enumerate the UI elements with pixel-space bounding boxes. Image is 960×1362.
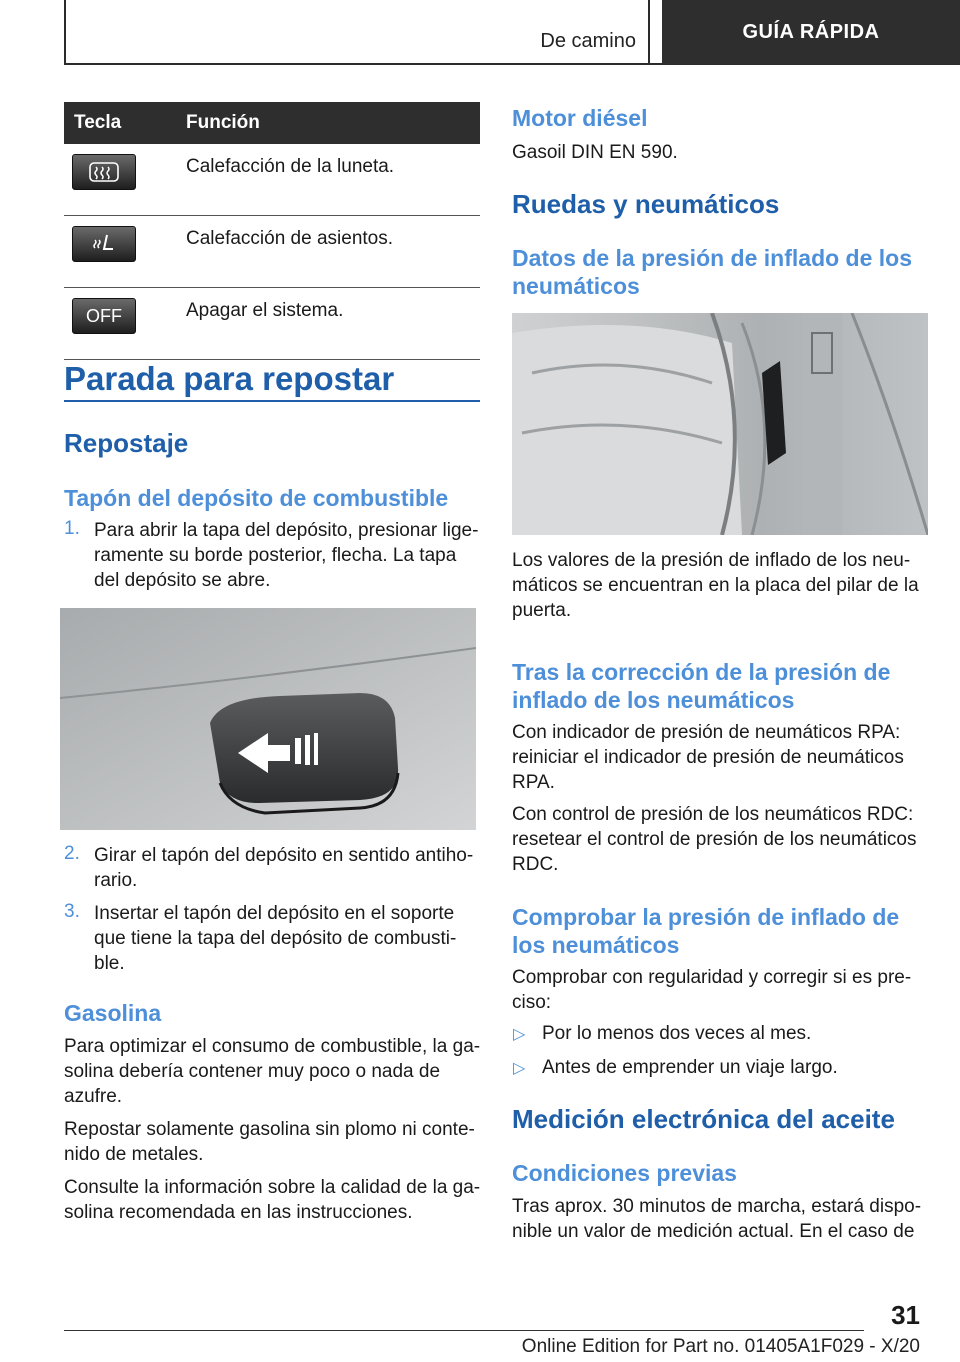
petrol-paragraph-2: Repostar solamente gasolina sin plomo ni conte- nido de metales. <box>64 1119 475 1165</box>
heading-fuel-cap: Tapón del depósito de combustible <box>64 485 449 511</box>
table-header-key: Tecla <box>64 102 186 144</box>
heading-diesel: Motor diésel <box>512 105 648 131</box>
heading-check-pressure: Comprobar la presión de inflado de los neumáticos <box>512 904 900 958</box>
heading-petrol: Gasolina <box>64 1000 162 1026</box>
bullet-triangle-icon: ▷ <box>513 1060 526 1077</box>
step-1-text: Para abrir la tapa del depósito, presionar lige- ramente su borde posterior, flecha. La tapa del depósito se abre. <box>94 520 479 591</box>
step-number: 2. <box>64 843 80 864</box>
table-row <box>64 288 480 360</box>
heading-preconditions: Condiciones previas <box>512 1160 737 1186</box>
step-number: 1. <box>64 518 80 539</box>
heading-wheels-tires: Ruedas y neumáticos <box>512 189 780 219</box>
bullet-item: Por lo menos dos veces al mes. <box>542 1023 812 1044</box>
fuel-flap-photo <box>60 608 476 830</box>
heading-after-correction: Tras la corrección de la presión de inflado de los neumáticos <box>512 659 891 713</box>
bullet-triangle-icon: ▷ <box>513 1026 526 1043</box>
heading-refuel-stop: Parada para repostar <box>64 360 395 397</box>
tire-data-paragraph: Los valores de la presión de inflado de los neu- máticos se encuentran en la placa del pilar de la puerta. <box>512 550 919 621</box>
header-section-label: De camino <box>540 30 636 52</box>
step-3-text: Insertar el tapón del depósito en el soporte que tiene la tapa del depósito de combusti- ble. <box>94 903 457 974</box>
diesel-paragraph: Gasoil DIN EN 590. <box>512 142 678 163</box>
footer-edition: Online Edition for Part no. 01405A1F029 - X/20 <box>521 1336 920 1357</box>
header-left-rule <box>64 0 66 64</box>
rear-window-defrost-icon <box>72 154 136 190</box>
heading-electronic-oil: Medición electrónica del aceite <box>512 1104 895 1134</box>
petrol-paragraph-3: Consulte la información sobre la calidad de la ga- solina recomendada en las instrucciones. <box>64 1177 481 1223</box>
header-divider <box>648 0 650 64</box>
door-pillar-photo <box>512 313 928 535</box>
heading-refueling: Repostaje <box>64 428 189 458</box>
preconditions-paragraph: Tras aprox. 30 minutos de marcha, estará dispo- nible un valor de medición actual. En el caso de <box>512 1196 922 1242</box>
heading-rule <box>64 400 480 402</box>
off-button: OFF <box>72 298 136 334</box>
footer-rule <box>64 1330 864 1331</box>
table-row <box>64 216 480 288</box>
bullet-item: Antes de emprender un viaje largo. <box>542 1057 838 1078</box>
header-tab-quick-guide[interactable]: GUÍA RÁPIDA <box>662 0 960 64</box>
step-number: 3. <box>64 901 80 922</box>
check-paragraph: Comprobar con regularidad y corregir si es pre- ciso: <box>512 967 912 1013</box>
rdc-paragraph: Con control de presión de los neumáticos RDC: resetear el control de presión de los neumáticos RDC. <box>512 804 917 875</box>
table-function-text: Calefacción de asientos. <box>186 216 480 288</box>
table-row <box>64 144 480 216</box>
petrol-paragraph-1: Para optimizar el consumo de combustible, la ga- solina debería contener muy poco o nada de azufre. <box>64 1036 481 1107</box>
table-function-text: Calefacción de la luneta. <box>186 144 480 216</box>
heading-tire-pressure-data: Datos de la presión de inflado de los neumáticos <box>512 245 913 299</box>
table-header-function: Función <box>186 102 480 144</box>
table-function-text: Apagar el sistema. <box>186 288 480 360</box>
rpa-paragraph: Con indicador de presión de neumáticos RPA: reiniciar el indicador de presión de neumáticos RPA. <box>512 722 904 793</box>
step-2-text: Girar el tapón del depósito en sentido antiho- rario. <box>94 845 474 891</box>
key-function-table <box>64 102 480 360</box>
seat-heating-icon <box>72 226 136 262</box>
page-number: 31 <box>891 1300 920 1330</box>
